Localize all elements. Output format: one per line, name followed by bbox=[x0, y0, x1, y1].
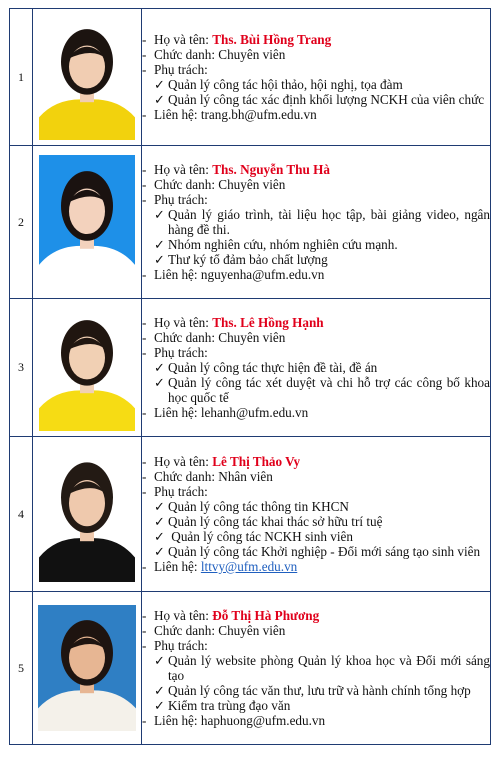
duty-text: Quản lý website phòng Quản lý khoa học và Đổi mới sáng tạo bbox=[168, 653, 490, 683]
duty-text: Quản lý công tác Khởi nghiệp - Đổi mới sáng tạo sinh viên bbox=[168, 544, 481, 559]
checkmark-icon: ✓ bbox=[154, 252, 166, 267]
duties-label: Phụ trách: bbox=[154, 345, 208, 360]
name-label: Họ và tên: bbox=[154, 162, 213, 177]
contact-line: - Liên hệ: lehanh@ufm.edu.vn bbox=[142, 405, 309, 420]
row-number: 5 bbox=[10, 592, 33, 745]
name-label: Họ và tên: bbox=[154, 315, 213, 330]
duties-label: Phụ trách: bbox=[154, 638, 208, 653]
title-label: Chức danh: bbox=[154, 177, 219, 192]
staff-photo bbox=[38, 605, 136, 731]
row-number: 4 bbox=[10, 437, 33, 592]
title-line: - Chức danh: Chuyên viên bbox=[142, 177, 286, 192]
staff-photo bbox=[39, 155, 135, 289]
checkmark-icon: ✓ bbox=[154, 360, 166, 375]
duty-text: Quản lý công tác NCKH sinh viên bbox=[168, 529, 353, 544]
checkmark-icon: ✓ bbox=[154, 698, 166, 713]
title-label: Chức danh: bbox=[154, 47, 219, 62]
name-line: - Họ và tên: Ths. Bùi Hồng Trang bbox=[142, 32, 332, 47]
staff-name: Ths. Bùi Hồng Trang bbox=[212, 32, 332, 47]
staff-email[interactable]: nguyenha@ufm.edu.vn bbox=[200, 267, 325, 282]
duty-text: Quản lý giáo trình, tài liệu học tập, bài giảng video, ngân hàng đề thi. bbox=[168, 207, 490, 237]
staff-info bbox=[142, 146, 491, 299]
title-label: Chức danh: bbox=[154, 469, 219, 484]
contact-label: Liên hệ: bbox=[154, 107, 201, 122]
row-number: 2 bbox=[10, 146, 33, 299]
staff-info bbox=[142, 9, 491, 146]
staff-photo-cell bbox=[33, 592, 142, 745]
contact-label: Liên hệ: bbox=[154, 405, 201, 420]
staff-title: Chuyên viên bbox=[218, 177, 286, 192]
staff-title: Nhân viên bbox=[218, 469, 273, 484]
checkmark-icon: ✓ bbox=[154, 683, 166, 698]
name-label: Họ và tên: bbox=[154, 32, 213, 47]
checkmark-icon: ✓ bbox=[154, 514, 166, 529]
staff-photo-cell bbox=[33, 299, 142, 437]
duties-line: - Phụ trách: bbox=[142, 192, 208, 207]
title-line: - Chức danh: Chuyên viên bbox=[142, 47, 286, 62]
checkmark-icon: ✓ bbox=[154, 499, 166, 514]
duty-item bbox=[142, 77, 490, 92]
row-number: 3 bbox=[10, 299, 33, 437]
contact-line: - Liên hệ: nguyenha@ufm.edu.vn bbox=[142, 267, 325, 282]
duty-item bbox=[142, 544, 490, 559]
title-label: Chức danh: bbox=[154, 623, 219, 638]
staff-photo bbox=[39, 446, 135, 582]
contact-label: Liên hệ: bbox=[154, 267, 201, 282]
staff-row bbox=[10, 299, 491, 437]
name-label: Họ và tên: bbox=[154, 608, 213, 623]
duty-item bbox=[142, 514, 490, 529]
duty-text: Nhóm nghiên cứu, nhóm nghiên cứu mạnh. bbox=[168, 237, 398, 252]
duty-text: Quản lý công tác xét duyệt và chi hỗ trợ các công bố khoa học quốc tế bbox=[168, 375, 490, 405]
duties-label: Phụ trách: bbox=[154, 484, 208, 499]
staff-photo bbox=[39, 305, 135, 431]
duty-text: Quản lý công tác thực hiện đề tài, đề án bbox=[168, 360, 378, 375]
staff-table bbox=[9, 8, 491, 745]
staff-name: Lê Thị Thảo Vy bbox=[212, 454, 301, 469]
duty-text: Quản lý công tác hội thảo, hội nghị, tọa đàm bbox=[168, 77, 403, 92]
staff-photo-cell bbox=[33, 146, 142, 299]
staff-info bbox=[142, 299, 491, 437]
staff-title: Chuyên viên bbox=[218, 330, 286, 345]
staff-name: Ths. Lê Hồng Hạnh bbox=[212, 315, 324, 330]
staff-row bbox=[10, 9, 491, 146]
name-line: - Họ và tên: Ths. Lê Hồng Hạnh bbox=[142, 315, 324, 330]
checkmark-icon: ✓ bbox=[154, 77, 166, 92]
staff-row bbox=[10, 437, 491, 592]
staff-name: Ths. Nguyễn Thu Hà bbox=[212, 162, 330, 177]
staff-title: Chuyên viên bbox=[218, 47, 286, 62]
staff-info bbox=[142, 592, 491, 745]
duties-line: - Phụ trách: bbox=[142, 62, 208, 77]
staff-row bbox=[10, 146, 491, 299]
name-line: - Họ và tên: Lê Thị Thảo Vy bbox=[142, 454, 301, 469]
duty-text: Quản lý công tác khai thác sở hữu trí tuệ bbox=[168, 514, 383, 529]
checkmark-icon: ✓ bbox=[154, 237, 166, 252]
name-line: - Họ và tên: Ths. Nguyễn Thu Hà bbox=[142, 162, 330, 177]
checkmark-icon: ✓ bbox=[154, 544, 166, 559]
duty-item bbox=[142, 499, 490, 514]
duty-text: Quản lý công tác thông tin KHCN bbox=[168, 499, 349, 514]
checkmark-icon: ✓ bbox=[154, 529, 166, 544]
staff-email[interactable]: lehanh@ufm.edu.vn bbox=[200, 405, 309, 420]
duty-text: Thư ký tổ đảm bảo chất lượng bbox=[168, 252, 328, 267]
staff-info bbox=[142, 437, 491, 592]
duty-text: Quản lý công tác xác định khối lượng NCKH của viên chức bbox=[168, 92, 485, 107]
duties-label: Phụ trách: bbox=[154, 192, 208, 207]
contact-label: Liên hệ: bbox=[154, 713, 201, 728]
staff-photo-cell bbox=[33, 437, 142, 592]
duties-label: Phụ trách: bbox=[154, 62, 208, 77]
duty-item bbox=[142, 529, 490, 544]
duty-item bbox=[142, 252, 490, 267]
staff-email[interactable]: trang.bh@ufm.edu.vn bbox=[200, 107, 317, 122]
title-line: - Chức danh: Chuyên viên bbox=[142, 330, 286, 345]
contact-line: - Liên hệ: haphuong@ufm.edu.vn bbox=[142, 713, 326, 728]
title-label: Chức danh: bbox=[154, 330, 219, 345]
staff-name: Đỗ Thị Hà Phương bbox=[212, 608, 320, 623]
duty-text: Kiểm tra trùng đạo văn bbox=[168, 698, 291, 713]
row-number: 1 bbox=[10, 9, 33, 146]
name-label: Họ và tên: bbox=[154, 454, 213, 469]
name-line: - Họ và tên: Đỗ Thị Hà Phương bbox=[142, 608, 320, 623]
checkmark-icon: ✓ bbox=[154, 207, 166, 222]
staff-photo-cell bbox=[33, 9, 142, 146]
duty-item bbox=[142, 375, 490, 405]
staff-title: Chuyên viên bbox=[218, 623, 286, 638]
contact-label: Liên hệ: bbox=[154, 559, 201, 574]
duty-item bbox=[142, 360, 490, 375]
duty-item bbox=[142, 207, 490, 237]
checkmark-icon: ✓ bbox=[154, 375, 166, 390]
duty-item bbox=[142, 698, 490, 713]
duty-item bbox=[142, 237, 490, 252]
duties-line: - Phụ trách: bbox=[142, 638, 208, 653]
staff-photo bbox=[39, 14, 135, 140]
duty-text: Quản lý công tác văn thư, lưu trữ và hành chính tổng hợp bbox=[168, 683, 471, 698]
staff-email-link[interactable]: lttvy@ufm.edu.vn bbox=[200, 559, 298, 574]
title-line: - Chức danh: Nhân viên bbox=[142, 469, 273, 484]
duty-item bbox=[142, 92, 490, 107]
duties-line: - Phụ trách: bbox=[142, 484, 208, 499]
duties-line: - Phụ trách: bbox=[142, 345, 208, 360]
checkmark-icon: ✓ bbox=[154, 653, 166, 668]
contact-line: - Liên hệ: lttvy@ufm.edu.vn bbox=[142, 559, 298, 574]
duty-item bbox=[142, 653, 490, 683]
staff-row bbox=[10, 592, 491, 745]
duty-item bbox=[142, 683, 490, 698]
contact-line: - Liên hệ: trang.bh@ufm.edu.vn bbox=[142, 107, 317, 122]
staff-email[interactable]: haphuong@ufm.edu.vn bbox=[200, 713, 326, 728]
title-line: - Chức danh: Chuyên viên bbox=[142, 623, 286, 638]
checkmark-icon: ✓ bbox=[154, 92, 166, 107]
